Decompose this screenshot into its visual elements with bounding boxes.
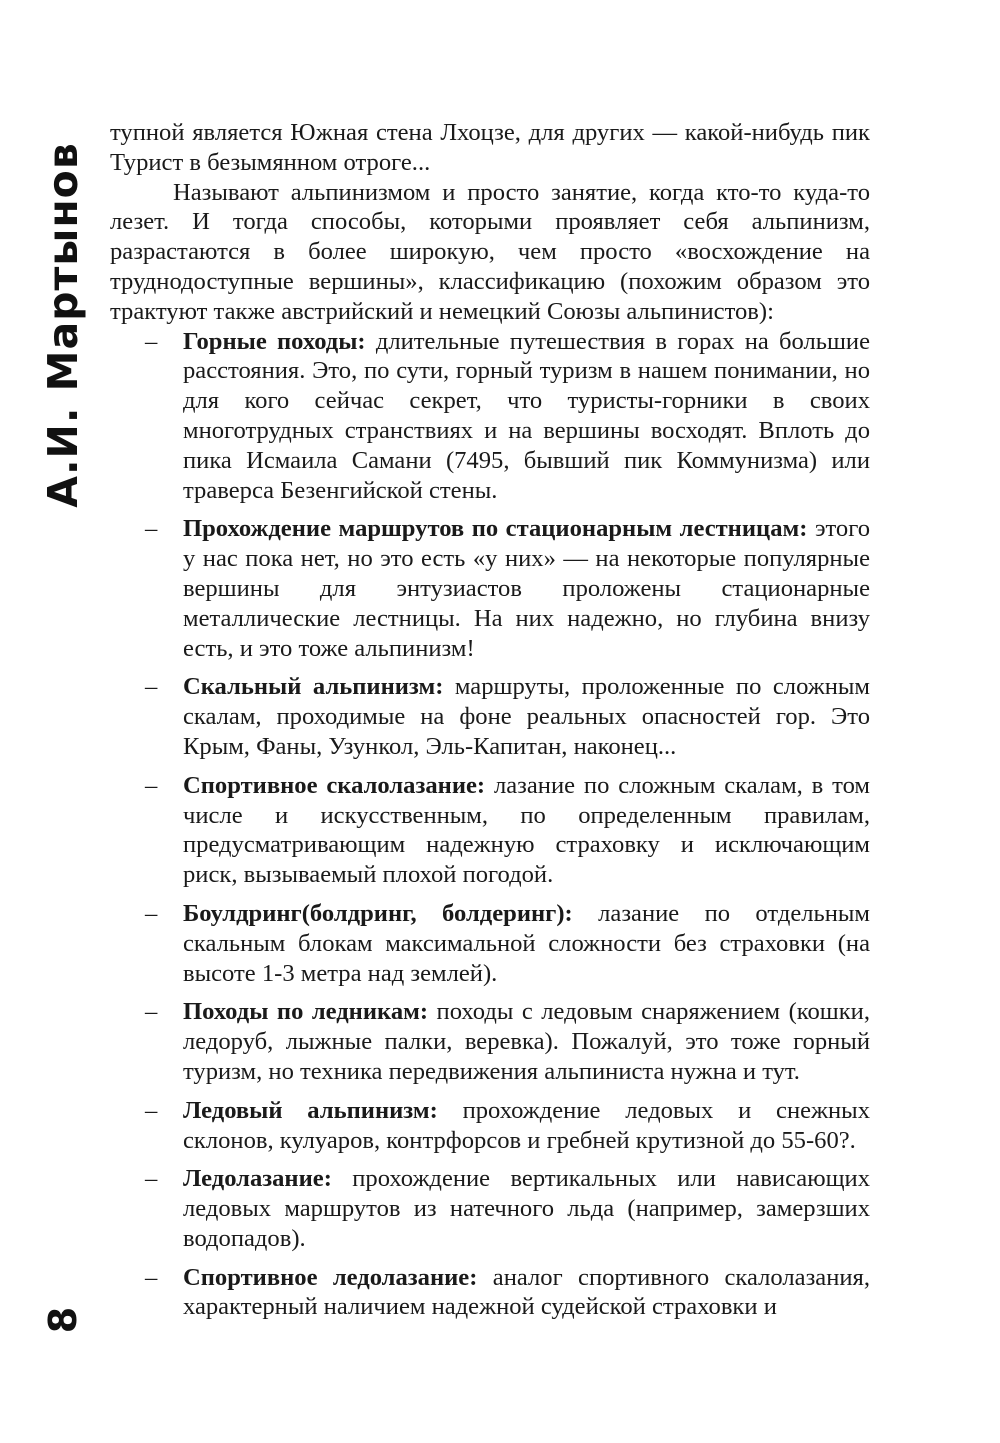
item-term: Походы по ледникам: — [183, 998, 429, 1026]
item-text: походы с ледовым снаряжением (кошки, ледоруб, лыжные палки, веревка). Пожалуй, это тоже горный туризм, но техника передвижения альпиниста нужна и тут. — [183, 998, 870, 1085]
dash-bullet: – — [145, 673, 158, 701]
running-head-author: А.И. Мартынов — [39, 142, 87, 508]
dash-bullet: – — [145, 998, 158, 1026]
list-item — [110, 1096, 870, 1156]
dash-bullet: – — [145, 327, 158, 355]
list-item — [110, 771, 870, 890]
item-text: аналог спортивного скалолазания, характерный наличием надежной судейской страховки и — [183, 1263, 870, 1321]
page-sidebar — [18, 70, 87, 1370]
item-text: маршруты, проложенные по сложным скалам, проходимые на фоне реальных опасностей гор. Это Крым, Фаны, Узункол, Эль-Капитан, наконец... — [183, 673, 870, 760]
item-term: Скальный альпинизм: — [183, 673, 444, 701]
list-item — [110, 672, 870, 761]
list-item — [110, 997, 870, 1086]
item-text: длительные путешествия в горах на большие расстояния. Это, по сути, горный туризм в нашем понимании, но для кого сейчас секрет, что туристы-горники в своих многотрудных странствиях и на вершины восходят. Вплоть до пика Исмаила Самани (7495, бывший пик Коммунизма) или траверса Безенгийской стены. — [183, 327, 870, 504]
list-item — [110, 1263, 870, 1323]
item-term: Боулдринг(болдринг, болдеринг): — [183, 899, 573, 927]
list-item — [110, 327, 870, 506]
dash-bullet: – — [145, 899, 158, 927]
dash-bullet: – — [145, 1165, 158, 1193]
page-number: 8 — [41, 1306, 85, 1334]
intro-paragraph: Называют альпинизмом и просто занятие, когда кто-то куда-то лезет. И тогда способы, которыми проявляет себя альпинизм, разрастаются в более широкую, чем просто «восхождение на труднодоступные вершины», классификацию (похожим образом это трактуют также австрийский и немецкий Союзы альпинистов): — [110, 178, 870, 325]
item-text: лазание по сложным скалам, в том числе и искусственным, по определенным правилам, предусматривающим надежную страховку и исключающим риск, вызываемый плохой погодой. — [183, 771, 870, 889]
item-term: Горные походы: — [183, 327, 366, 355]
item-text: лазание по отдельным скальным блокам максимальной сложности без страховки (на высоте 1-3 метра над землей). — [183, 899, 870, 987]
item-text: прохождение ледовых и снежных склонов, кулуаров, контрфорсов и гребней крутизной до 55-60?. — [183, 1096, 870, 1154]
dash-bullet: – — [145, 515, 158, 543]
dash-bullet: – — [145, 1263, 158, 1291]
item-term: Ледолазание: — [183, 1165, 332, 1193]
item-term: Спортивное ледолазание: — [183, 1263, 478, 1291]
list-item — [110, 1164, 870, 1253]
item-term: Прохождение маршрутов по стационарным лестницам: — [183, 515, 808, 543]
list-item — [110, 514, 870, 663]
list-item — [110, 899, 870, 988]
item-text: этого у нас пока нет, но это есть «у них» — на некоторые популярные вершины для энтузиастов проложены стационарные металлические лестницы. На них надежно, но глубина внизу есть, и это тоже альпинизм! — [183, 515, 870, 662]
dash-bullet: – — [145, 771, 158, 799]
dash-bullet: – — [145, 1096, 158, 1124]
activity-list — [110, 327, 870, 1323]
main-text — [110, 118, 870, 1331]
item-term: Спортивное скалолазание: — [183, 771, 486, 799]
item-text: прохождение вертикальных или нависающих ледовых маршрутов из натечного льда (например, замерзших водопадов). — [183, 1165, 870, 1252]
item-term: Ледовый альпинизм: — [183, 1096, 438, 1124]
intro-continuation: тупной является Южная стена Лхоцзе, для других — какой-нибудь пик Турист в безымянном отроге... — [110, 119, 870, 176]
